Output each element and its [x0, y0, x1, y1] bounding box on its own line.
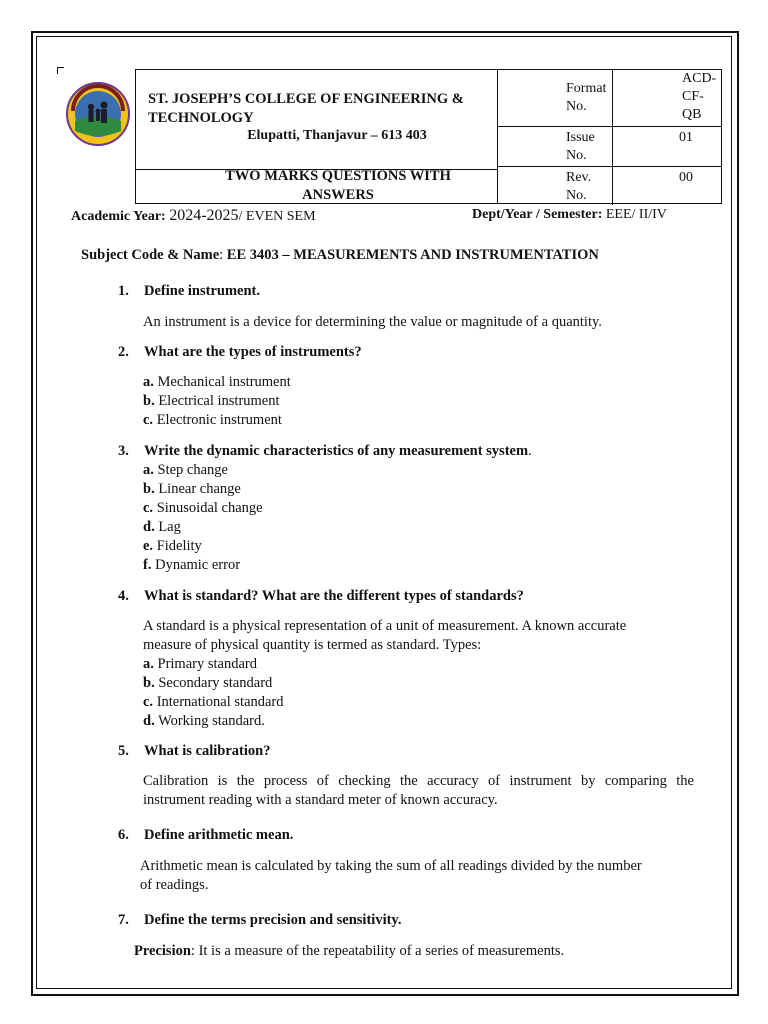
academic-year-value: 2024-2025: [169, 207, 239, 224]
answer-line: Arithmetic mean is calculated by taking the sum of all readings divided by the number: [140, 858, 642, 874]
document-meta-table: [497, 69, 722, 204]
meta-value: ACD-CF-QB: [682, 71, 717, 122]
list-item: c. International standard: [143, 694, 284, 710]
question-text: Define arithmetic mean.: [144, 827, 294, 843]
answer-2-list: [143, 373, 291, 430]
question-number: 7.: [118, 912, 129, 928]
college-seal-icon: [65, 81, 131, 147]
answer-line: A standard is a physical representation of a unit of measurement. A known accurate: [143, 618, 627, 634]
question-number: 5.: [118, 743, 129, 759]
list-item: b. Electrical instrument: [143, 393, 280, 409]
academic-year-label: Academic Year:: [71, 209, 166, 224]
dept-label: Dept/Year / Semester:: [472, 207, 603, 222]
meta-label: Rev. No.: [498, 167, 613, 205]
meta-label: Issue No.: [498, 127, 613, 166]
meta-value: 01: [679, 130, 693, 145]
list-item: c. Sinusoidal change: [143, 500, 263, 516]
college-title-cell: [135, 69, 497, 169]
answer-5: [143, 772, 694, 810]
list-item: c. Electronic instrument: [143, 412, 282, 428]
question-number: 1.: [118, 283, 129, 299]
answer-1: An instrument is a device for determining the value or magnitude of a quantity.: [143, 314, 602, 330]
question-text: What is standard? What are the different types of standards?: [144, 588, 524, 604]
question-1: [118, 283, 260, 300]
list-item: b. Linear change: [143, 481, 241, 497]
question-text: Define the terms precision and sensitivity.: [144, 912, 402, 928]
answer-line: measure of physical quantity is termed as standard. Types:: [143, 637, 482, 653]
subject-line: Subject Code & Name: EE 3403 – MEASUREMENTS AND INSTRUMENTATION: [81, 247, 599, 263]
question-number: 2.: [118, 344, 129, 360]
list-item: a. Step change: [143, 462, 228, 478]
list-item: d. Lag: [143, 519, 181, 535]
list-item: f. Dynamic error: [143, 557, 241, 573]
list-item: a. Mechanical instrument: [143, 374, 291, 390]
list-item: b. Secondary standard: [143, 675, 273, 691]
list-item: e. Fidelity: [143, 538, 202, 554]
list-item: a. Primary standard: [143, 656, 257, 672]
answer-line: of readings.: [140, 877, 209, 893]
meta-row-format: [498, 70, 721, 127]
question-number: 6.: [118, 827, 129, 843]
meta-label: Format No.: [498, 70, 613, 126]
term-precision: Precision: [134, 943, 191, 959]
document-header: [59, 69, 722, 204]
dept-info: [472, 207, 667, 223]
meta-row-issue: [498, 127, 721, 167]
question-5: [118, 743, 270, 760]
logo-cell: [59, 69, 135, 169]
answer-6: [140, 857, 642, 895]
list-item: d. Working standard.: [143, 713, 265, 729]
question-3: 3. Write the dynamic characteristics of any measurement system.: [118, 443, 532, 459]
academic-year-line: [71, 207, 711, 225]
college-address: Elupatti, Thanjavur – 613 403: [247, 128, 427, 143]
question-text: What are the types of instruments?: [144, 344, 362, 360]
question-4: [118, 588, 524, 605]
answer-line: instrument reading with a standard meter of known accuracy.: [143, 792, 498, 808]
semester-type: / EVEN SEM: [238, 209, 316, 224]
college-name: ST. JOSEPH’S COLLEGE OF ENGINEERING & TECHNOLOGY: [148, 91, 464, 126]
answer-line: Calibration is the process of checking the accuracy of instrument by comparing the: [143, 773, 694, 789]
document-title-cell: [135, 169, 497, 204]
answer-3-list: [143, 461, 263, 575]
question-2: [118, 344, 362, 361]
question-6: [118, 827, 293, 844]
document-title: TWO MARKS QUESTIONS WITH ANSWERS: [225, 168, 451, 203]
answer-line: : It is a measure of the repeatability of a series of measurements.: [190, 943, 565, 959]
question-7: [118, 912, 402, 929]
question-text: Define instrument.: [144, 283, 260, 299]
question-text: Write the dynamic characteristics of any measurement system: [144, 443, 529, 459]
question-text: What is calibration?: [144, 743, 271, 759]
answer-7: [134, 942, 564, 961]
meta-row-rev: [498, 167, 721, 205]
meta-value: 00: [679, 170, 693, 185]
dept-value: EEE/ II/IV: [605, 207, 667, 222]
subject-label: Subject Code & Name: [81, 247, 220, 263]
question-number: 4.: [118, 588, 129, 604]
answer-4: [143, 617, 626, 731]
question-number: 3.: [118, 443, 129, 459]
subject-value: EE 3403 – MEASUREMENTS AND INSTRUMENTATION: [226, 247, 599, 263]
